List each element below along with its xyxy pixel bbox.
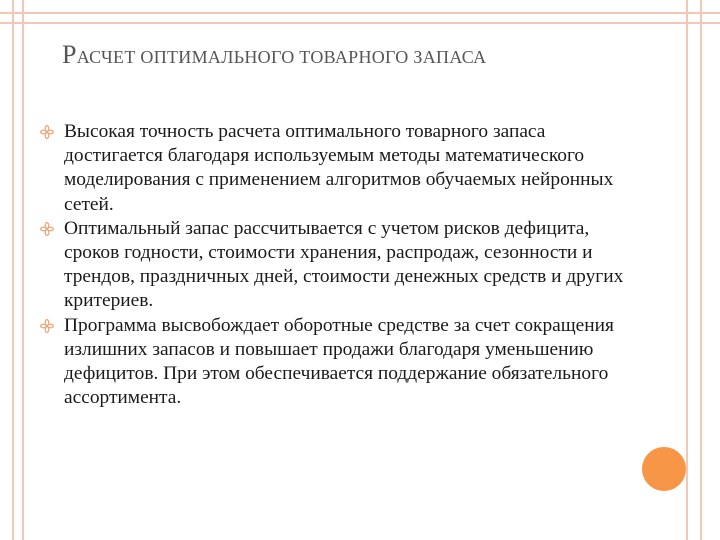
title-first-letter: Р bbox=[62, 40, 77, 69]
right-border-line-outer bbox=[700, 0, 702, 540]
bullet-item-3 bbox=[36, 314, 626, 411]
bullet-list bbox=[36, 120, 626, 410]
flower-bullet-icon bbox=[40, 319, 54, 333]
bullet-text-1: Высокая точность расчета оптимального товарного запаса достигается благодаря используемым методы математического моделирования с применением алгоритмов обучаемых нейронных сетей. bbox=[64, 121, 614, 215]
left-border-line-inner bbox=[22, 0, 24, 540]
title-text: АСЧЕТ ОПТИМАЛЬНОГО ТОВАРНОГО ЗАПАСА bbox=[76, 47, 487, 67]
right-border-line-inner bbox=[686, 0, 688, 540]
top-border-line-outer bbox=[0, 12, 720, 14]
flower-bullet-icon bbox=[40, 222, 54, 236]
decorative-orange-circle bbox=[642, 447, 686, 491]
bullet-text-2: Оптимальный запас рассчитывается с учетом рисков дефицита, сроков годности, стоимости хранения, распродаж, сезонности и трендов, праздничных дней, стоимости денежных средств и других критериев. bbox=[64, 217, 624, 312]
slide-title bbox=[62, 40, 486, 70]
top-border-line-inner bbox=[0, 22, 720, 24]
bullet-text-3: Программа высвобождает оборотные средстве за счет сокращения излишних запасов и повышает продажи благодаря уменьшению дефицитов. При этом обеспечивается поддержание обязательного ассортимента. bbox=[64, 314, 614, 409]
bullet-item-2 bbox=[36, 217, 626, 314]
bullet-item-1 bbox=[36, 120, 626, 217]
flower-bullet-icon bbox=[40, 125, 54, 139]
left-border-line-outer bbox=[12, 0, 14, 540]
